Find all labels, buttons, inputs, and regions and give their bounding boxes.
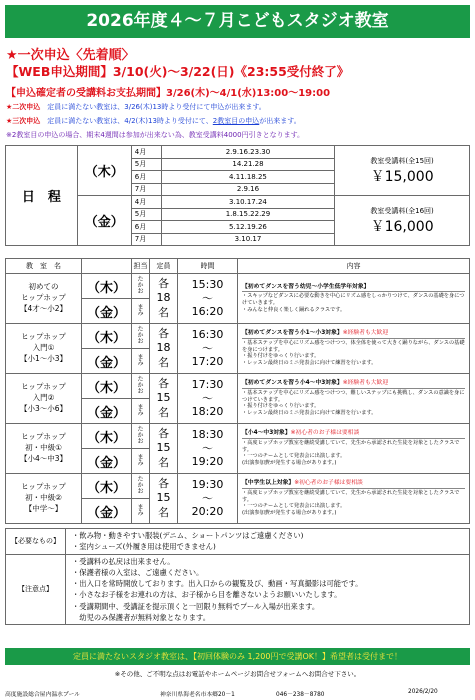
class-content-line: ・一つのチームとして発表会に出演します。 bbox=[242, 503, 346, 510]
time-line: ～ bbox=[202, 341, 213, 355]
facility-address: 神奈川県海老名市本郷20－1 bbox=[160, 692, 235, 698]
fee-amount: ￥16,000 bbox=[370, 218, 434, 235]
time-line: 20:20 bbox=[191, 505, 224, 519]
class-content-line: ・レッスン最終日のミニ発表会に向けて練習を行います。 bbox=[242, 410, 377, 417]
capacity-line: 18 bbox=[156, 341, 171, 355]
time-line: 19:30 bbox=[191, 477, 224, 491]
class-content-title-text: 【中学生以上対象】 bbox=[242, 480, 295, 487]
time-line: 16:30 bbox=[191, 327, 224, 341]
class-day: （木） bbox=[82, 324, 132, 349]
class-name-line: 【小1～小3】 bbox=[19, 353, 68, 363]
time-line: 17:30 bbox=[191, 377, 224, 391]
class-teacher bbox=[132, 449, 150, 474]
class-day: （金） bbox=[82, 449, 132, 474]
capacity-line: 各 bbox=[158, 277, 169, 291]
teacher-char: か bbox=[137, 331, 144, 339]
info-line: ・飲み物・動きやすい服装(デニム、ショートパンツはご遠慮ください) bbox=[72, 531, 304, 540]
class-name bbox=[6, 474, 82, 524]
class-content-title-text: 【初めてダンスを習う幼児～小学生低学年対象】 bbox=[242, 283, 370, 290]
time-line: 15:30 bbox=[191, 277, 224, 291]
schedule-dates: 4.11.18.25 bbox=[161, 171, 335, 184]
class-row bbox=[6, 424, 470, 449]
teacher-char: ま bbox=[137, 503, 144, 511]
class-name-line: ヒップホップ bbox=[21, 432, 66, 442]
time-line: ～ bbox=[202, 491, 213, 505]
class-content-line: ・基本ステップを中心にリズム感をつけつつ、体全体を使って大きく踊りながら、ダンスの基礎を身につけます。 bbox=[242, 339, 465, 353]
time-line: 19:20 bbox=[191, 455, 224, 469]
class-name bbox=[6, 324, 82, 374]
time-line: 18:20 bbox=[191, 405, 224, 419]
class-row bbox=[6, 274, 470, 299]
class-capacity bbox=[150, 374, 178, 424]
capacity-line: 名 bbox=[158, 405, 169, 419]
teacher-char: お bbox=[137, 288, 144, 296]
header-day-spacer bbox=[82, 259, 132, 274]
class-content-title bbox=[242, 284, 465, 293]
class-capacity bbox=[150, 424, 178, 474]
class-teacher bbox=[132, 349, 150, 374]
class-content-title bbox=[242, 330, 465, 339]
class-content-line: ・レッスン最終日のミニ発表会に向けて練習を行います。 bbox=[242, 360, 377, 367]
capacity-line: 各 bbox=[158, 377, 169, 391]
class-name-line: 【小4～中3】 bbox=[19, 453, 68, 463]
class-name-line: ヒップホップ bbox=[21, 293, 66, 303]
class-content-title bbox=[242, 430, 465, 439]
class-day: （金） bbox=[82, 299, 132, 324]
header-content: 内容 bbox=[238, 259, 470, 274]
schedule-month: 7月 bbox=[131, 183, 161, 196]
time-line: ～ bbox=[202, 391, 213, 405]
teacher-char: ま bbox=[137, 303, 144, 311]
capacity-line: 名 bbox=[158, 455, 169, 469]
schedule-day: （金） bbox=[77, 196, 131, 246]
capacity-line: 各 bbox=[158, 327, 169, 341]
class-teacher bbox=[132, 324, 150, 349]
page-title: 2026年度４～７月こどもスタジオ教室 bbox=[5, 5, 470, 38]
capacity-line: 18 bbox=[156, 291, 171, 305]
header-teacher: 担当 bbox=[132, 259, 150, 274]
teacher-char: み bbox=[137, 460, 144, 467]
teacher-char: お bbox=[137, 438, 144, 446]
time-line: 16:20 bbox=[191, 305, 224, 319]
teacher-char: た bbox=[137, 425, 144, 433]
teacher-char: た bbox=[137, 475, 144, 483]
capacity-line: 15 bbox=[156, 441, 171, 455]
class-name bbox=[6, 424, 82, 474]
info-row bbox=[6, 529, 470, 555]
teacher-char: ま bbox=[137, 353, 144, 361]
class-content-note: ※経験者も大歓迎 bbox=[342, 380, 389, 387]
classes-table bbox=[5, 258, 470, 524]
teacher-char: ま bbox=[137, 453, 144, 461]
teacher-char: ま bbox=[137, 403, 144, 411]
class-time bbox=[178, 324, 238, 374]
header-class-name: 教 室 名 bbox=[6, 259, 82, 274]
info-table bbox=[5, 528, 470, 625]
class-content-line: ・基本ステップを中心にリズム感をつけつつ、難しいステップにも挑戦し、ダンスの意識を身につけていきます。 bbox=[242, 389, 465, 403]
class-capacity bbox=[150, 474, 178, 524]
schedule-dates: 2.9.16 bbox=[161, 183, 335, 196]
class-content-line: (出演参加費が発生する場合があります。) bbox=[242, 460, 337, 467]
teacher-char: お bbox=[137, 338, 144, 346]
header-time: 時間 bbox=[178, 259, 238, 274]
class-content-line: (出演参加費が発生する場合があります。) bbox=[242, 510, 337, 517]
fee-label: 教室受講料(全16回) bbox=[370, 206, 434, 215]
class-row bbox=[6, 474, 470, 499]
class-content-title bbox=[242, 380, 465, 389]
class-content-line: ・一つのチームとして発表会に出演します。 bbox=[242, 453, 346, 460]
schedule-dates: 3.10.17 bbox=[161, 233, 335, 246]
teacher-char: か bbox=[137, 481, 144, 489]
info-values bbox=[66, 554, 470, 625]
teacher-char: み bbox=[137, 510, 144, 517]
class-teacher bbox=[132, 474, 150, 499]
time-line: 17:20 bbox=[191, 355, 224, 369]
class-content-line: ・振り付けをゆっくり行います。 bbox=[242, 403, 320, 410]
class-content-line: ・スキップなどダンスに必要な動きを中心にリズム感をしっかりつけて、ダンスの基礎を身につけていきます。 bbox=[242, 293, 465, 306]
capacity-line: 15 bbox=[156, 391, 171, 405]
time-line: ～ bbox=[202, 291, 213, 305]
class-day: （木） bbox=[82, 374, 132, 399]
class-day: （金） bbox=[82, 349, 132, 374]
web-application-period: 【WEB申込期間】3/10(火)～3/22(日)《23:55受付終了》 bbox=[6, 64, 350, 79]
class-content-title-text: 【小4～中3対象】 bbox=[242, 430, 291, 437]
class-teacher bbox=[132, 499, 150, 524]
class-time bbox=[178, 474, 238, 524]
class-content bbox=[238, 424, 470, 474]
info-line: 幼児のみ保護者が無料対象となります。 bbox=[72, 613, 211, 623]
class-name-line: 入門② bbox=[32, 393, 55, 403]
class-day: （木） bbox=[82, 274, 132, 299]
trial-banner: 定員に満たないスタジオ教室は、【初回体験のみ 1,200円で受講OK！】希望者は受付まで！ bbox=[5, 648, 470, 665]
class-name-line: 初めての bbox=[28, 282, 59, 292]
schedule-month: 5月 bbox=[131, 208, 161, 221]
class-time bbox=[178, 424, 238, 474]
class-time bbox=[178, 374, 238, 424]
capacity-line: 名 bbox=[158, 305, 169, 319]
third-application-note: ★三次申込 定員に満たない教室は、4/2(木)13時より受付にて、2教室目の申込が出来ます。 bbox=[6, 117, 301, 125]
second-application-note: ★二次申込 定員に満たない教室は、3/26(木)13時より受付にて申込が出来ます。 bbox=[6, 103, 266, 111]
facility-name: 高度施設総合屋内温水プール bbox=[5, 692, 81, 698]
first-application-heading: ★一次申込〈先着順〉 bbox=[6, 48, 135, 63]
class-capacity bbox=[150, 274, 178, 324]
schedule-dates: 3.10.17.24 bbox=[161, 196, 335, 209]
info-values bbox=[66, 529, 470, 555]
class-day: （木） bbox=[82, 424, 132, 449]
fee-cell bbox=[335, 196, 470, 246]
schedule-month: 6月 bbox=[131, 171, 161, 184]
teacher-char: み bbox=[137, 360, 144, 367]
teacher-char: か bbox=[137, 381, 144, 389]
class-day: （金） bbox=[82, 499, 132, 524]
class-content-line: ・高度ヒップホップ教室を継続受講していて、先生から承認された生徒を対象としたクラスです。 bbox=[242, 439, 460, 453]
info-key: 【必要なもの】 bbox=[6, 529, 66, 555]
contact-footnote: ※その他、ご不明な点はお電話やホームページお問合せフォームへお問合せ下さい。 bbox=[114, 670, 361, 678]
capacity-line: 15 bbox=[156, 491, 171, 505]
teacher-char: み bbox=[137, 310, 144, 317]
class-name-line: 【4才～小2】 bbox=[19, 303, 68, 313]
class-name-line: ヒップホップ bbox=[21, 332, 66, 342]
class-content bbox=[238, 274, 470, 324]
schedule-dates: 1.8.15.22.29 bbox=[161, 208, 335, 221]
class-name-line: ヒップホップ bbox=[21, 482, 66, 492]
class-name bbox=[6, 274, 82, 324]
schedule-dates: 5.12.19.26 bbox=[161, 221, 335, 234]
fee-amount: ￥15,000 bbox=[370, 168, 434, 185]
schedule-row bbox=[6, 146, 470, 159]
schedule-month: 4月 bbox=[131, 196, 161, 209]
fee-label: 教室受講料(全15回) bbox=[370, 156, 434, 165]
class-row bbox=[6, 374, 470, 399]
class-content-note: ※経験者も大歓迎 bbox=[342, 330, 389, 337]
time-line: ～ bbox=[202, 441, 213, 455]
teacher-char: た bbox=[137, 375, 144, 383]
class-row bbox=[6, 324, 470, 349]
capacity-line: 名 bbox=[158, 505, 169, 519]
info-line: ・受講期間中、受講証を提示頂くと一回限り無料でプール入場が出来ます。 bbox=[72, 601, 320, 611]
class-content bbox=[238, 474, 470, 524]
time-line: 18:30 bbox=[191, 427, 224, 441]
schedule-label: 日 程 bbox=[6, 146, 78, 246]
schedule-month: 6月 bbox=[131, 221, 161, 234]
class-teacher bbox=[132, 274, 150, 299]
schedule-table bbox=[5, 145, 470, 246]
class-content-note: ※初心者のお子様は要相談 bbox=[290, 430, 360, 437]
class-content bbox=[238, 374, 470, 424]
teacher-char: み bbox=[137, 410, 144, 417]
teacher-char: お bbox=[137, 388, 144, 396]
teacher-char: た bbox=[137, 275, 144, 283]
class-name-line: 入門① bbox=[32, 343, 55, 353]
info-row bbox=[6, 554, 470, 625]
class-teacher bbox=[132, 299, 150, 324]
issue-date: 2026/2/20 bbox=[408, 689, 438, 695]
header-capacity: 定員 bbox=[150, 259, 178, 274]
teacher-char: お bbox=[137, 488, 144, 496]
class-content-line: ・振り付けをゆっくり行います。 bbox=[242, 353, 320, 360]
class-teacher bbox=[132, 374, 150, 399]
class-name-line: 初・中級② bbox=[25, 493, 62, 503]
class-name-line: 【小3～小6】 bbox=[19, 403, 68, 413]
teacher-char: か bbox=[137, 281, 144, 289]
class-teacher bbox=[132, 424, 150, 449]
class-capacity bbox=[150, 324, 178, 374]
capacity-line: 各 bbox=[158, 427, 169, 441]
class-content-title-text: 【初めてダンスを習う小1～小3対象】 bbox=[242, 330, 343, 337]
class-name-line: ヒップホップ bbox=[21, 382, 66, 392]
schedule-day: （木） bbox=[77, 146, 131, 196]
class-day: （金） bbox=[82, 399, 132, 424]
class-name-line: 【中学～】 bbox=[24, 503, 63, 513]
class-name bbox=[6, 374, 82, 424]
class-day: （木） bbox=[82, 474, 132, 499]
class-content-title bbox=[242, 480, 465, 489]
class-name-line: 初・中級① bbox=[25, 443, 62, 453]
class-time bbox=[178, 274, 238, 324]
fee-cell bbox=[335, 146, 470, 196]
schedule-month: 7月 bbox=[131, 233, 161, 246]
payment-period: 【申込確定者の受講料お支払期間】3/26(木)～4/1(水)13:00～19:00 bbox=[6, 88, 331, 99]
info-line: ・受講料の払戻は出来ません。 bbox=[72, 556, 175, 566]
schedule-dates: 14.21.28 bbox=[161, 158, 335, 171]
class-content-note: ※初心者のお子様は要相談 bbox=[294, 480, 363, 487]
info-line: ・小さなお子様をお連れの方は、お子様から目を離さないようお願いいたします。 bbox=[72, 590, 342, 600]
info-line: ・出入口を常時開放しております。出入口からの観覧及び、動画・写真撮影は可能です。 bbox=[72, 579, 363, 589]
class-content-line: ・高度ヒップホップ教室を継続受講していて、先生から承認された生徒を対象としたクラスです。 bbox=[242, 489, 460, 503]
facility-phone: 046－238－8780 bbox=[276, 692, 325, 698]
schedule-dates: 2.9.16.23.30 bbox=[161, 146, 335, 159]
class-content-title-text: 【初めてダンスを習う小4～中3対象】 bbox=[242, 380, 343, 387]
info-key: 【注意点】 bbox=[6, 554, 66, 625]
teacher-char: か bbox=[137, 431, 144, 439]
info-line: ・室内シューズ(外履き用は使用できません) bbox=[72, 542, 216, 552]
info-line: ・保護者様の入室は、ご遠慮ください。 bbox=[72, 567, 204, 577]
capacity-line: 名 bbox=[158, 355, 169, 369]
class-teacher bbox=[132, 399, 150, 424]
schedule-month: 4月 bbox=[131, 146, 161, 159]
class-content-line: ・みんなと仲良く楽しく踊れるクラスです。 bbox=[242, 306, 346, 313]
second-class-discount-note: ※2教室目の申込の場合、期末4週間は参加が出来ない為、教室受講料4000円引きとなります。 bbox=[6, 131, 305, 139]
teacher-char: た bbox=[137, 325, 144, 333]
schedule-month: 5月 bbox=[131, 158, 161, 171]
capacity-line: 各 bbox=[158, 477, 169, 491]
class-content bbox=[238, 324, 470, 374]
